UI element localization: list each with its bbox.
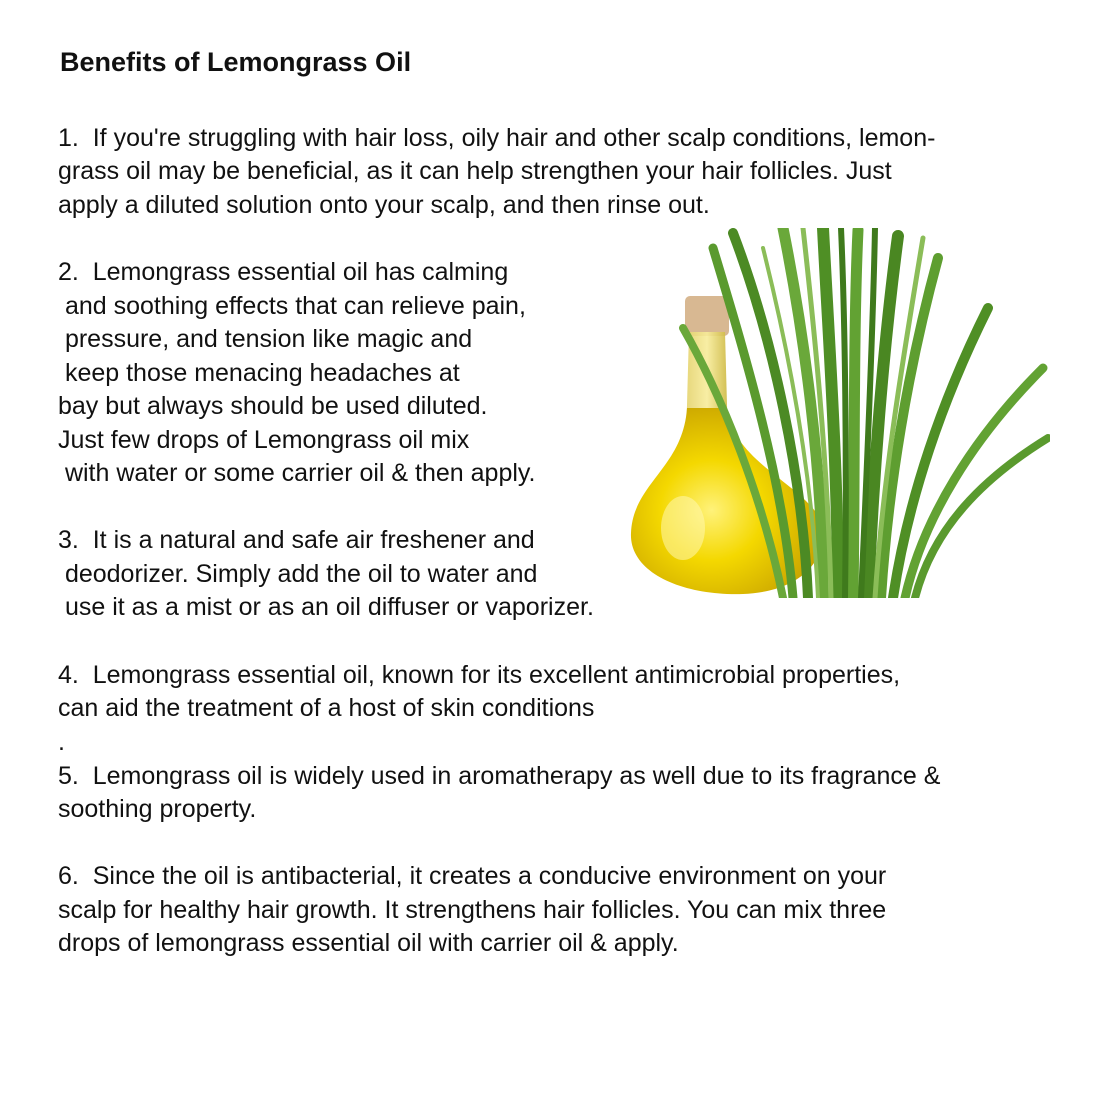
benefit-6-line-2: scalp for healthy hair growth. It strengthens hair follicles. You can mix three bbox=[58, 896, 887, 924]
benefit-2-line-7: with water or some carrier oil & then apply. bbox=[58, 459, 536, 487]
benefit-1-line-3: apply a diluted solution onto your scalp, and then rinse out. bbox=[58, 191, 710, 219]
benefit-3-line-1: 3. It is a natural and safe air freshener and bbox=[58, 526, 535, 554]
benefit-6-line-3: drops of lemongrass essential oil with carrier oil & apply. bbox=[58, 929, 679, 957]
benefit-2-line-4: keep those menacing headaches at bbox=[58, 359, 460, 387]
benefit-6-line-1: 6. Since the oil is antibacterial, it creates a conducive environment on your bbox=[58, 862, 887, 890]
benefit-1-line-1: 1. If you're struggling with hair loss, oily hair and other scalp conditions, lemon- bbox=[58, 124, 936, 152]
benefit-2-line-5: bay but always should be used diluted. bbox=[58, 392, 488, 420]
benefit-3-line-2: deodorizer. Simply add the oil to water and bbox=[58, 560, 538, 588]
benefit-1-line-2: grass oil may be beneficial, as it can help strengthen your hair follicles. Just bbox=[58, 157, 892, 185]
benefit-2-line-6: Just few drops of Lemongrass oil mix bbox=[58, 426, 470, 454]
benefit-2-line-2: and soothing effects that can relieve pain, bbox=[58, 292, 526, 320]
page-title: Benefits of Lemongrass Oil bbox=[60, 47, 412, 77]
benefit-2-line-3: pressure, and tension like magic and bbox=[58, 325, 473, 353]
benefit-5-line-1: 5. Lemongrass oil is widely used in aromatherapy as well due to its fragrance & bbox=[58, 762, 941, 790]
benefit-5-line-2: soothing property. bbox=[58, 795, 257, 823]
benefit-2-line-1: 2. Lemongrass essential oil has calming bbox=[58, 258, 509, 286]
benefit-4-line-3: . bbox=[58, 728, 65, 756]
benefit-4-line-2: can aid the treatment of a host of skin conditions bbox=[58, 694, 595, 722]
bottle-cork bbox=[685, 296, 729, 336]
benefit-3-line-3: use it as a mist or as an oil diffuser or vaporizer. bbox=[58, 593, 594, 621]
lemongrass-oil-bottle-icon bbox=[623, 228, 1050, 598]
benefit-4-line-1: 4. Lemongrass essential oil, known for its excellent antimicrobial properties, bbox=[58, 661, 901, 689]
